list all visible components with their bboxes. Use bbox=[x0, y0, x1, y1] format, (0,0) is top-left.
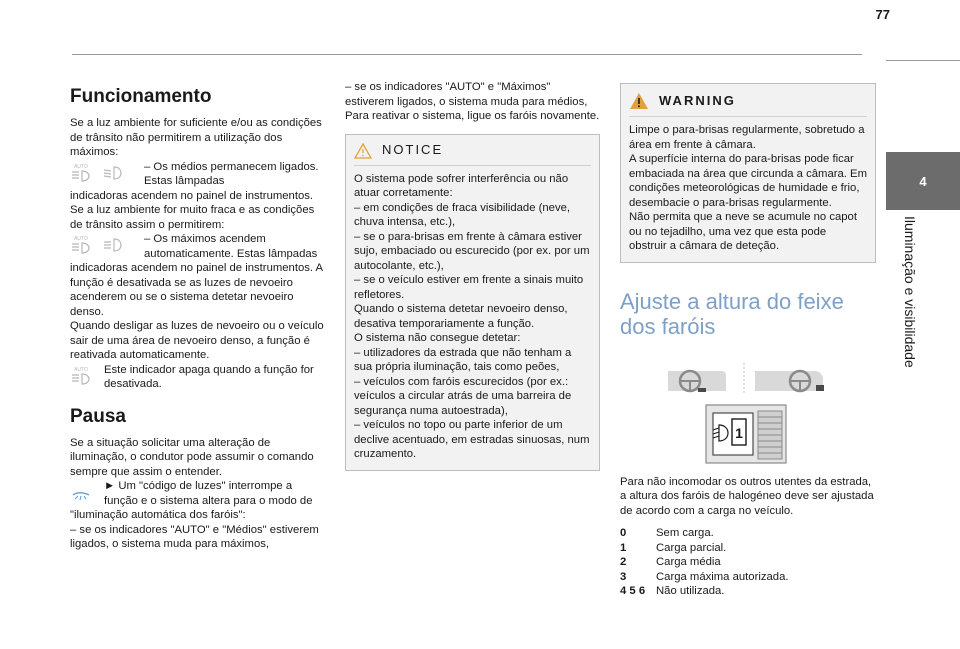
warning-triangle-icon bbox=[629, 92, 649, 110]
paragraph: indicadoras acendem no painel de instrumentos. A função é desativada se as luzes de nevoeiro acenderem ou se o sistema detetar nevoeiro denso. bbox=[70, 262, 323, 318]
notice-line: – veículos com faróis escurecidos (por ex.: veículos a circular atrás de uma barreira de segurança numa autoestrada), bbox=[354, 375, 572, 417]
diagram-label: 1 bbox=[735, 424, 743, 441]
heading-headlamp-adjust: Ajuste a altura do feixe dos faróis bbox=[620, 288, 844, 339]
icon-label: AUTO bbox=[74, 163, 88, 170]
indicator-row-flash bbox=[70, 479, 325, 508]
column-2 bbox=[345, 80, 600, 471]
notice-line: Quando o sistema detetar nevoeiro denso, desativa temporariamente a função. bbox=[354, 303, 568, 330]
chapter-tab[interactable] bbox=[886, 152, 960, 210]
indicator-text: Este indicador apaga quando a função for desativada. bbox=[104, 363, 314, 390]
headlamp-flash-icon bbox=[70, 481, 92, 503]
list-item: 0 Sem carga. bbox=[620, 527, 714, 539]
notice-line: – veículos no topo ou parte inferior de um declive acentuado, em estradas sinuosas, num cruzamento. bbox=[354, 419, 590, 460]
notice-box bbox=[345, 134, 600, 471]
chapter-number: 4 bbox=[919, 173, 927, 189]
list-item: 3 Carga máxima autorizada. bbox=[620, 570, 789, 583]
notice-triangle-icon bbox=[354, 143, 372, 159]
warning-line: Limpe o para-brisas regularmente, sobretudo a área em frente à câmara. bbox=[629, 124, 865, 151]
icon-label: AUTO bbox=[74, 236, 88, 242]
paragraph: Se a situação solicitar uma alteração de iluminação, o condutor pode assumir o comando sempre que assim o entender. bbox=[70, 436, 314, 478]
notice-title: NOTICE bbox=[382, 142, 444, 158]
indicator-text: – Os médios permanecem ligados. Estas lâmpadas bbox=[144, 160, 319, 187]
side-divider bbox=[886, 60, 960, 61]
warning-line: A superfície interna do para-brisas pode ficar embaciada na área que circunda a câmara. Em condições meteorológicas de humidade e frio, desembacie o para-brisas regularmente. bbox=[629, 153, 867, 209]
top-divider bbox=[72, 54, 862, 55]
paragraph: "iluminação automática dos faróis": bbox=[70, 509, 246, 521]
list-item: 4 5 6 Não utilizada. bbox=[620, 585, 725, 597]
page-number: 77 bbox=[875, 7, 890, 22]
chapter-title: Iluminação e visibilidade bbox=[902, 216, 918, 368]
icon-label: AUTO bbox=[74, 366, 88, 373]
paragraph: Se a luz ambiente for suficiente e/ou as condições de trânsito não permitirem a utilização dos máximos: bbox=[70, 117, 322, 158]
paragraph: – se os indicadores "AUTO" e "Médios" estiverem ligados, o sistema muda para máximos, bbox=[70, 523, 319, 550]
heading-pausa: Pausa bbox=[70, 405, 126, 427]
list-item: 1 Carga parcial. bbox=[620, 541, 727, 554]
indicator-text: – Os máximos acendem automaticamente. Estas lâmpadas bbox=[144, 233, 318, 260]
heading-funcionamento: Funcionamento bbox=[70, 86, 212, 107]
auto-headlamp-icon bbox=[70, 162, 92, 184]
notice-line: – se o para-brisas em frente à câmara estiver sujo, embaciado ou escurecido (por ex. por um autocolante, etc.), bbox=[354, 230, 590, 272]
dashboard-illustration bbox=[620, 355, 876, 465]
warning-box bbox=[620, 83, 876, 263]
notice-line: O sistema pode sofrer interferência ou não atuar corretamente: bbox=[354, 172, 569, 199]
paragraph: – se os indicadores "AUTO" e "Máximos" estiverem ligados, o sistema muda para médios, bbox=[345, 81, 588, 108]
headlamp-adjust-diagram bbox=[620, 355, 876, 465]
low-beam-icon bbox=[102, 162, 124, 184]
column-1 bbox=[70, 86, 325, 552]
high-beam-icon bbox=[102, 234, 124, 256]
notice-line: – se o veículo estiver em frente a sinais muito refletores. bbox=[354, 274, 584, 301]
notice-line: – utilizadores da estrada que não tenham a sua própria iluminação, tais como peões, bbox=[354, 346, 572, 373]
auto-headlamp-icon bbox=[70, 234, 92, 256]
auto-headlamp-icon bbox=[70, 365, 92, 387]
list-item: 2 Carga média bbox=[620, 556, 721, 568]
indicator-row-high-beam bbox=[70, 232, 325, 261]
indicator-row-auto bbox=[70, 363, 325, 392]
notice-line: O sistema não consegue detetar: bbox=[354, 332, 521, 344]
paragraph: indicadoras acendem no painel de instrumentos. Se a luz ambiente for muito fraca e as condições de trânsito assim o permitirem: bbox=[70, 189, 315, 231]
indicator-row-low-beam bbox=[70, 160, 325, 189]
paragraph: Para não incomodar os outros utentes da estrada, a altura dos faróis de halogéneo deve ser ajustada de acordo com a carga no veículo. bbox=[620, 475, 874, 517]
warning-title: WARNING bbox=[659, 92, 736, 108]
notice-line: – em condições de fraca visibilidade (neve, chuva intensa, etc.), bbox=[354, 201, 571, 228]
warning-line: Não permita que a neve se acumule no capot ou no tejadilho, uma vez que esta pode obstruir a câmara de deteção. bbox=[629, 211, 857, 252]
load-list bbox=[620, 526, 876, 599]
column-3 bbox=[620, 83, 876, 599]
indicator-text: ► Um "código de luzes" interrompe a função e o sistema altera para o modo de bbox=[104, 480, 313, 507]
paragraph: Para reativar o sistema, ligue os faróis novamente. bbox=[345, 110, 600, 122]
paragraph: Quando desligar as luzes de nevoeiro ou o veículo sair de uma área de nevoeiro denso, a função é reativada automaticamente. bbox=[70, 320, 324, 361]
